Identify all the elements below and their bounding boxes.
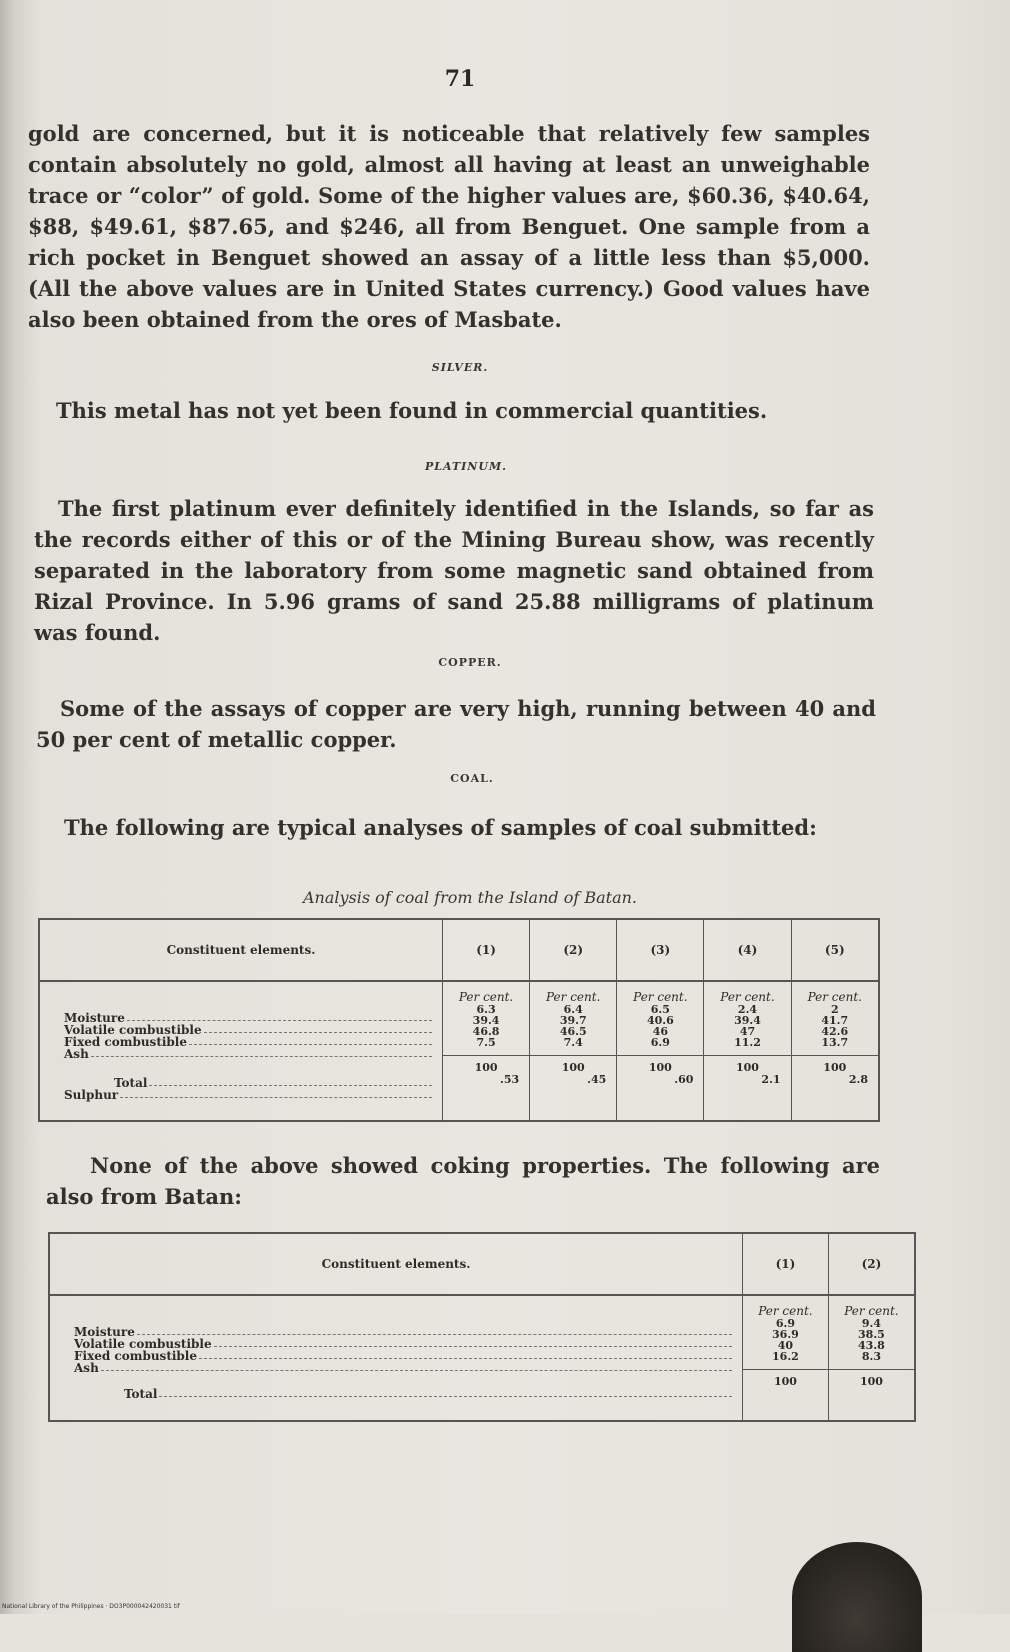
data-column: Per cent. 2 41.7 42.6 13.7 100 2.8 <box>791 981 879 1121</box>
platinum-paragraph: The first platinum ever definitely identified in the Islands, so far as the records either of this or of the Mining Bureau show, was recently separated in the laboratory from some magnetic sand obtained from Rizal Province. In 5.96 grams of sand 25.88 milligrams of platinum was found. <box>34 496 874 645</box>
silver-paragraph: This metal has not yet been found in commercial quantities. <box>56 398 768 423</box>
column-head: (1) <box>443 919 530 981</box>
copper-paragraph: Some of the assays of copper are very high, running between 40 and 50 per cent of metallic copper. <box>36 696 876 752</box>
row-label: Moisture <box>64 1012 436 1024</box>
coal-analysis-table <box>38 918 880 1122</box>
row-label: Volatile combustible <box>74 1338 736 1350</box>
sulphur-label: Sulphur <box>64 1089 436 1101</box>
row-label: Fixed combustible <box>74 1350 736 1362</box>
row-label: Volatile combustible <box>64 1024 436 1036</box>
column-head: (2) <box>828 1233 915 1295</box>
data-column: Per cent. 6.4 39.7 46.5 7.4 100 .45 <box>530 981 617 1121</box>
data-column: Per cent. 9.4 38.5 43.8 8.3 100 <box>828 1295 915 1421</box>
table-body-row <box>39 981 879 1121</box>
footer-credit: National Library of the Philippines · DO3P000042420031 tif <box>2 1603 180 1610</box>
table-body-row <box>49 1295 915 1421</box>
total-label: Total <box>64 1077 436 1089</box>
table-header-row <box>39 919 879 981</box>
row-labels <box>39 981 443 1121</box>
page-number: 71 <box>444 66 476 92</box>
scanner-thumb-shadow <box>792 1542 922 1652</box>
coal-paragraph: The following are typical analyses of samples of coal submitted: <box>64 815 817 840</box>
silver-heading: SILVER. <box>431 361 489 374</box>
data-column: Per cent. 6.3 39.4 46.8 7.5 100 .53 <box>443 981 530 1121</box>
coal-heading: COAL. <box>450 772 494 785</box>
column-head: (2) <box>530 919 617 981</box>
column-head: (3) <box>617 919 704 981</box>
column-head: (1) <box>743 1233 829 1295</box>
row-label: Ash <box>74 1362 736 1374</box>
total-label: Total <box>74 1388 736 1400</box>
platinum-heading: PLATINUM. <box>425 460 507 473</box>
row-label: Moisture <box>74 1326 736 1338</box>
gold-paragraph: gold are concerned, but it is noticeable that relatively few samples contain absolutely no gold, almost all having at least an unweighable trace or “color” of gold. Some of the higher values are, $60.36, $40.64, $88, $49.61, $87.65, and $246, all from Benguet. One sample from a rich pocket in Benguet showed an assay of a little less than $5,000. (All the above values are in United States currency.) Good values have also been obtained from the ores of Masbate. <box>28 121 870 332</box>
row-labels <box>49 1295 743 1421</box>
copper-heading: COPPER. <box>438 656 502 669</box>
table-header-row <box>49 1233 915 1295</box>
row-label: Ash <box>64 1048 436 1060</box>
data-column: Per cent. 2.4 39.4 47 11.2 100 2.1 <box>704 981 791 1121</box>
row-label: Fixed combustible <box>64 1036 436 1048</box>
coking-paragraph: None of the above showed coking properties. The following are also from Batan: <box>46 1153 880 1209</box>
data-column: Per cent. 6.9 36.9 40 16.2 100 <box>743 1295 829 1421</box>
table-header-label: Constituent elements. <box>39 919 443 981</box>
table-header-label: Constituent elements. <box>49 1233 743 1295</box>
column-head: (5) <box>791 919 879 981</box>
column-head: (4) <box>704 919 791 981</box>
batan-coal-table <box>48 1232 916 1422</box>
table1-caption: Analysis of coal from the Island of Batan. <box>302 888 638 907</box>
data-column: Per cent. 6.5 40.6 46 6.9 100 .60 <box>617 981 704 1121</box>
